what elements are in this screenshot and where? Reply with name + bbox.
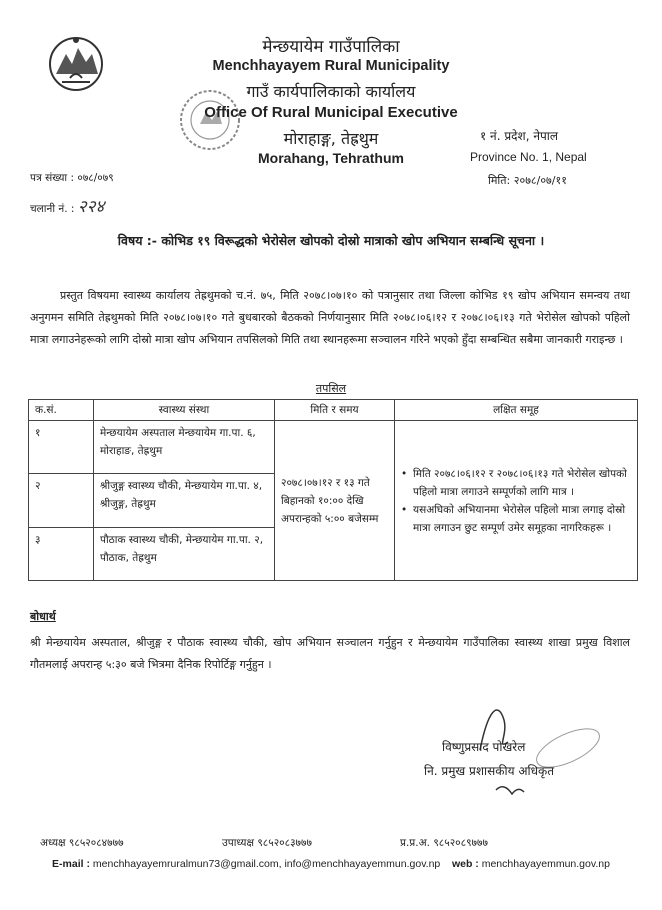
office-name-np: गाउँ कार्यपालिकाको कार्यालय xyxy=(246,82,416,101)
web-label: web : xyxy=(451,858,479,870)
table-header-row xyxy=(29,400,638,421)
chalani-number xyxy=(30,194,104,217)
cell-sn: २ xyxy=(29,474,94,527)
municipality-name-np: मेन्छयायेम गाउँपालिका xyxy=(262,37,400,57)
footer-vicechair-phone: उपाध्यक्ष ९८५२०८३७७७ xyxy=(222,837,312,849)
schedule-table xyxy=(28,399,638,581)
subject-line: विषय :- कोभिड १९ विरूद्धको भेरोसेल खोपको दोस्रो मात्राको खोप अभियान सम्बन्धि सूचना । xyxy=(117,233,545,248)
email-label: E-mail : xyxy=(52,858,90,870)
chalani-label: चलानी नं. : xyxy=(30,203,75,215)
letter-date: मिति: २०७८/०७/११ xyxy=(488,174,567,187)
signatory-title: नि. प्रमुख प्रशासकीय अधिकृत xyxy=(424,764,555,778)
province-np: १ नं. प्रदेश, नेपाल xyxy=(480,129,559,143)
cell-target xyxy=(395,421,638,581)
footer-cao-phone: प्र.प्र.अ. ९८५२०८९७७७ xyxy=(400,837,488,849)
cell-sn: ३ xyxy=(29,527,94,580)
province-en: Province No. 1, Nepal xyxy=(470,150,587,164)
body-paragraph: प्रस्तुत विषयमा स्वास्थ्य कार्यालय तेह्रथुमको च.नं. ७५, मिति २०७८।०७।१० को पत्रानुसार तथा जिल्ला कोभिड १९ खोप अभियान समन्वय तथा अनुगमन समिति तेह्रथुमको मिति २०७८।०७।१० गते बुधबारको बैठकको निर्णयानुसार मिति २०७८।०६।१२ र २०७८।०६।१३ गते भेरोसेल खोपको पहिलो मात्रा लगाउनेहरूको लागि दोस्रो मात्रा खोप अभियान तपसिलको मिति तथा स्थानहरूमा सञ्चालन गरिने भएको हुँदा सम्बन्धित सबैमा जानकारी गराइन्छ । xyxy=(30,289,630,346)
cell-institution: श्रीजुङ्ग स्वास्थ्य चौकी, मेन्छयायेम गा.पा. ४, श्रीजुङ्ग, तेह्रथुम xyxy=(94,474,275,527)
tapasil-heading: तपसिल xyxy=(315,382,347,395)
signatory-name: विष्णुप्रसाद पोखरेल xyxy=(442,740,526,754)
email-addresses: menchhayayemruralmun73@gmail.com, info@menchhayayemmun.gov.np xyxy=(92,858,441,870)
footer-chair-phone: अध्यक्ष ९८५२०८४७७७ xyxy=(40,837,124,849)
footer-contact xyxy=(0,858,662,870)
bodharth-heading: बोधार्थ xyxy=(30,610,56,623)
location-np: मोराहाङ्ग, तेह्रथुम xyxy=(283,129,379,148)
office-name-en: Office Of Rural Municipal Executive xyxy=(204,104,458,121)
col-header-target: लक्षित समूह xyxy=(395,400,638,421)
municipality-name-en: Menchhayayem Rural Municipality xyxy=(212,58,450,74)
target-item: • मिति २०७८।०६।१२ र २०७८।०६।१३ गते भेरोसेल खोपको पहिलो मात्रा लगाउने सम्पूर्णको लागि मात्र । xyxy=(411,465,631,501)
cell-institution: मेन्छयायेम अस्पताल मेन्छयायेम गा.पा. ६, मोराहाङ, तेह्रथुम xyxy=(94,421,275,474)
cell-institution: पौठाक स्वास्थ्य चौकी, मेन्छयायेम गा.पा. २, पौठाक, तेह्रथुम xyxy=(94,527,275,580)
cell-sn: १ xyxy=(29,421,94,474)
table-row xyxy=(29,421,638,474)
bodharth-text: श्री मेन्छयायेम अस्पताल, श्रीजुङ्ग र पौठाक स्वास्थ्य चौकी, खोप अभियान सञ्चालन गर्नुहुन र मेन्छयायेम गाउँपालिका स्वास्थ्य शाखा प्रमुख विशाल गौतमलाई अपरान्ह ५:३० बजे भित्रमा दैनिक रिपोर्टिङ्ग गर्नुहुन । xyxy=(30,636,630,671)
target-item: • यसअघिको अभियानमा भेरोसेल पहिलो मात्रा लगाइ दोस्रो मात्रा लगाउन छुट सम्पूर्ण उमेर समूहका नागरिकहरू । xyxy=(411,501,631,537)
col-header-datetime: मिति र समय xyxy=(275,400,395,421)
location-en: Morahang, Tehrathum xyxy=(258,150,404,166)
cell-datetime: २०७८।०७।१२ र १३ गते बिहानको १०:०० देखि अपरान्हको ५:०० बजेसम्म xyxy=(275,421,395,581)
col-header-sn: क.सं. xyxy=(29,400,94,421)
website: menchhayayemmun.gov.np xyxy=(481,858,610,870)
patra-sankhya: पत्र संख्या : ०७८/०७९ xyxy=(30,172,114,184)
col-header-institution: स्वास्थ्य संस्था xyxy=(94,400,275,421)
chalani-value: २२४ xyxy=(77,197,105,217)
